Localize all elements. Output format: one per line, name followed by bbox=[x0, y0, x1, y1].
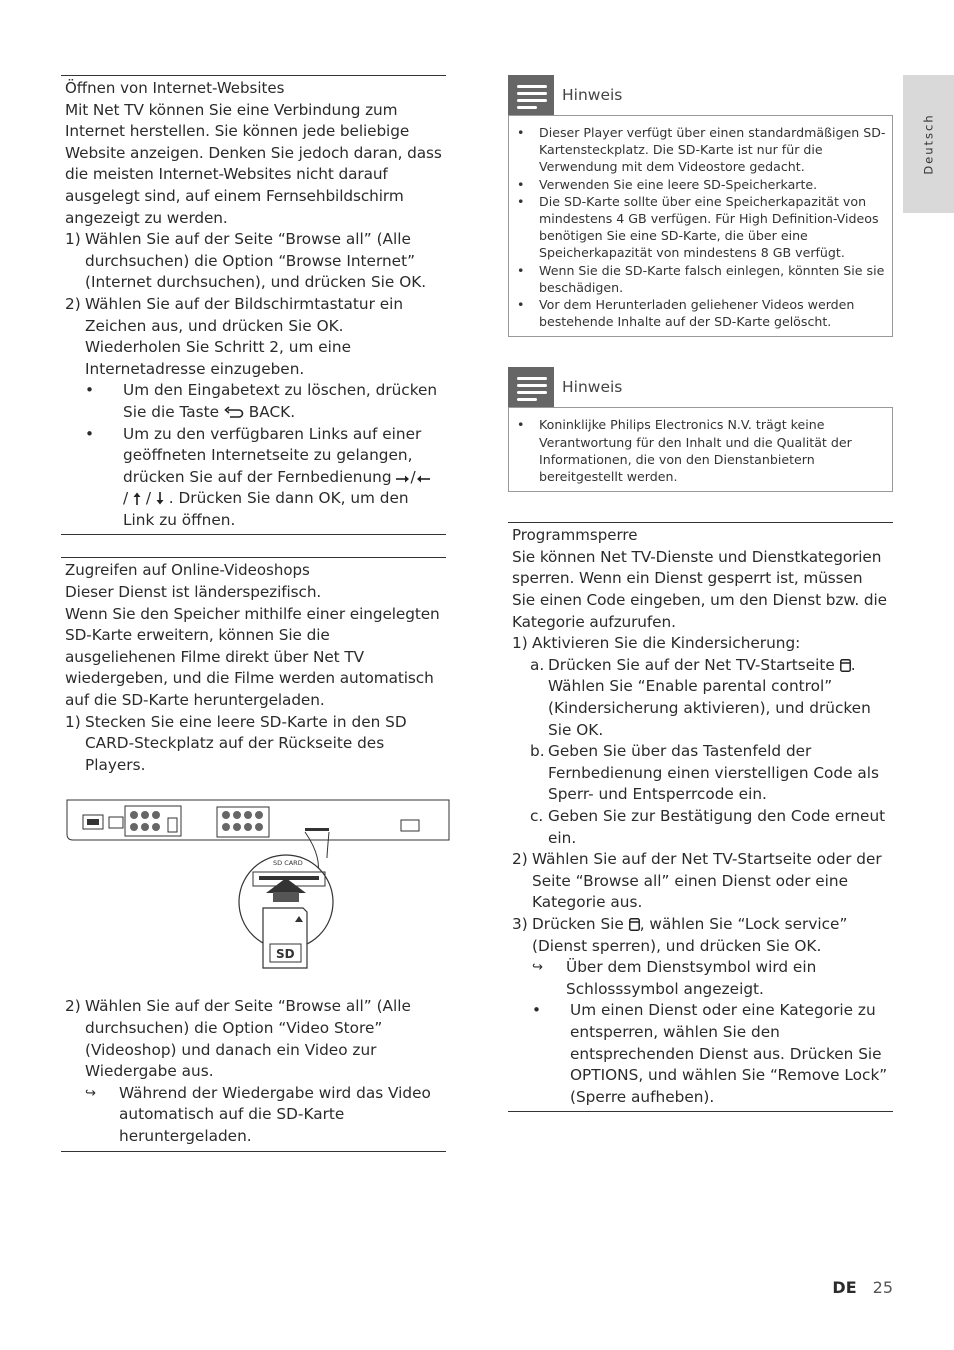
note-item: • Koninklijke Philips Electronics N.V. trägt keine Verantwortung für den Inhalt und die Qualität der Informationen, die von den Dienstanbietern bereitgestellt werden. bbox=[517, 417, 852, 485]
key-back: BACK bbox=[248, 402, 291, 421]
paragraph: Dieser Dienst ist länderspezifisch. bbox=[65, 583, 322, 602]
sd-card-label: SD bbox=[276, 947, 295, 962]
key-ok: OK bbox=[318, 489, 341, 508]
section-title: Öffnen von Internet-Websites bbox=[65, 79, 285, 97]
step-3: 3) Drücken Sie , wählen Sie “Lock service” (Dienst sperren), und drücken Sie OK. bbox=[512, 914, 889, 957]
result-item bbox=[512, 957, 889, 1000]
bullet-navigate-links: • Um zu den verfügbaren Links auf einer geöffneten Internetseite zu gelangen, drücken Sie auf der Fernbedienung / / / . Drücken Sie dann OK, um den Link zu öffnen. bbox=[65, 424, 442, 532]
step-2 bbox=[65, 996, 442, 1082]
result-text: Während der Wiedergabe wird das Video automatisch auf die SD-Karte heruntergeladen. bbox=[119, 1083, 431, 1145]
step-number: 1) bbox=[65, 230, 81, 249]
note-label: Hinweis bbox=[562, 378, 623, 397]
key-sd-card: SD CARD bbox=[85, 712, 407, 753]
result-item bbox=[65, 1083, 442, 1148]
options-icon bbox=[840, 659, 851, 672]
footer-language: DE bbox=[832, 1278, 857, 1297]
result-arrow-icon: ↪ bbox=[532, 960, 543, 976]
left-column bbox=[61, 75, 446, 1152]
arrow-right-icon bbox=[416, 474, 430, 484]
note-sd-card bbox=[508, 75, 893, 337]
step-1: 1) Stecken Sie eine leere SD-Karte in den SD CARD-Steckplatz auf der Rückseite des Players. bbox=[65, 712, 442, 777]
arrow-up-icon bbox=[133, 492, 141, 505]
bullet-delete-text: • Um den Eingabetext zu löschen, drücken Sie die Taste BACK. bbox=[85, 381, 438, 421]
key-ok: OK bbox=[399, 273, 422, 292]
result-arrow-icon: ↪ bbox=[85, 1085, 96, 1101]
substep-b: b. Geben Sie über das Tastenfeld der Fernbedienung einen vierstelligen Code als Sperr- und Entsperrcode ein. bbox=[530, 742, 879, 804]
arrow-down-icon bbox=[156, 492, 164, 505]
section-title: Zugreifen auf Online-Videoshops bbox=[65, 561, 310, 580]
language-side-tab bbox=[903, 75, 954, 213]
note-box bbox=[508, 115, 893, 337]
step-2 bbox=[512, 849, 889, 914]
substep-c: c. Geben Sie zur Bestätigung den Code erneut ein. bbox=[530, 806, 886, 847]
right-column bbox=[508, 75, 893, 1112]
substep-a: a. Drücken Sie auf der Net TV-Startseite . Wählen Sie “Enable parental control” (Kindersicherung aktivieren), und drücken Sie OK. bbox=[530, 655, 871, 739]
step-number: 1) bbox=[65, 712, 81, 731]
options-icon bbox=[629, 918, 640, 931]
section-online-videoshops bbox=[61, 557, 446, 1151]
page-number: 25 bbox=[872, 1278, 893, 1297]
section-open-websites bbox=[61, 75, 446, 535]
section-intro: Sie können Net TV-Dienste und Dienstkategorien sperren. Wenn ein Dienst gesperrt ist, müssen Sie einen Code eingeben, um den Dienst bzw. die Kategorie aufzurufen. bbox=[512, 547, 887, 631]
bullet-text: Um einen Dienst oder eine Kategorie zu entsperren, wählen Sie den entsprechenden Dienst aus. Drücken Sie OPTIONS, und wählen Sie “Remove Lock” (Sperre aufheben). bbox=[570, 1001, 888, 1106]
key-ok: OK bbox=[576, 720, 599, 739]
result-text: Über dem Dienstsymbol wird ein Schlosssymbol angezeigt. bbox=[566, 958, 817, 998]
step-number: 2) bbox=[65, 997, 81, 1016]
step-number: 2) bbox=[512, 850, 528, 869]
section-intro: Mit Net TV können Sie eine Verbindung zum Internet herstellen. Sie können jede beliebige Website anzeigen. Denken Sie jedoch daran, dass die meisten Internet-Websites nicht darauf ausgelegt sind, auf einem Fernsehbildschirm angezeigt zu werden. bbox=[65, 100, 442, 227]
step-1: 1) Wählen Sie auf der Seite “Browse all” (Alle durchsuchen) die Option “Browse Internet” (Internet durchsuchen), und drücken Sie OK. bbox=[65, 229, 442, 294]
step-2: 2) Wählen Sie auf der Bildschirmtastatur ein Zeichen aus, und drücken Sie OK. Wiederholen Sie Schritt 2, um eine Internetadresse einzugeben. bbox=[65, 294, 442, 380]
note-label: Hinweis bbox=[562, 86, 623, 104]
key-ok: OK bbox=[794, 936, 817, 955]
note-item: • Verwenden Sie eine leere SD-Speicherkarte. bbox=[517, 176, 818, 192]
page-footer bbox=[832, 1278, 893, 1297]
note-item: • Dieser Player verfügt über einen standardmäßigen SD-Kartensteckplatz. Die SD-Karte ist nur für die Verwendung mit dem Videostore gedacht. bbox=[517, 125, 886, 175]
step-text: Aktivieren Sie die Kindersicherung: bbox=[532, 634, 801, 653]
note-lines-icon bbox=[508, 367, 554, 407]
note-item: • Wenn Sie die SD-Karte falsch einlegen, könnten Sie sie beschädigen. bbox=[517, 262, 885, 295]
paragraph: Wenn Sie den Speicher mithilfe einer eingelegten SD-Karte erweitern, können Sie die ausgeliehenen Filme direkt über Net TV wiedergeben, und die Filme werden automatisch auf die SD-Karte heruntergeladen. bbox=[65, 604, 440, 710]
arrow-left-icon bbox=[396, 474, 410, 484]
note-item: • Die SD-Karte sollte über eine Speicherkapazität von mindestens 4 GB verfügen. Für High Definition-Videos benötigen Sie eine SD-Karte, die über eine Speicherkapazität von mindestens 8 GB verfügt. bbox=[517, 193, 879, 261]
section-title: Programmsperre bbox=[512, 526, 638, 545]
back-icon bbox=[224, 406, 244, 419]
sd-card-illustration bbox=[65, 798, 450, 978]
step-number: 1) bbox=[512, 634, 528, 653]
step-text: Wählen Sie auf der Net TV-Startseite oder der Seite “Browse all” einen Dienst oder eine Kategorie aus. bbox=[532, 850, 882, 912]
note-item: • Vor dem Herunterladen geliehener Videos werden bestehende Inhalte auf der SD-Karte gelöscht. bbox=[517, 297, 855, 330]
step-number: 2) bbox=[65, 294, 81, 313]
section-parental-lock bbox=[508, 522, 893, 1112]
note-disclaimer bbox=[508, 367, 893, 492]
side-tab-label: Deutsch bbox=[921, 113, 936, 175]
note-lines-icon bbox=[508, 75, 554, 115]
bullet-unlock: • Um einen Dienst oder eine Kategorie zu entsperren, wählen Sie den entsprechenden Dienst aus. Drücken Sie OPTIONS, und wählen Sie “Remove Lock” (Sperre aufheben). bbox=[512, 1000, 889, 1108]
step-number: 3) bbox=[512, 914, 528, 933]
sd-card-slot-label: SD CARD bbox=[273, 859, 303, 868]
step-text: Wählen Sie auf der Seite “Browse all” (Alle durchsuchen) die Option “Browse Internet” (Internet durchsuchen), und drücken Sie bbox=[85, 230, 415, 292]
note-box bbox=[508, 407, 893, 492]
key-ok: OK bbox=[316, 316, 339, 335]
step-1 bbox=[512, 633, 889, 655]
step-text: Wählen Sie auf der Seite “Browse all” (Alle durchsuchen) die Option “Video Store” (Videoshop) und danach ein Video zur Wiedergabe aus. bbox=[85, 997, 411, 1081]
